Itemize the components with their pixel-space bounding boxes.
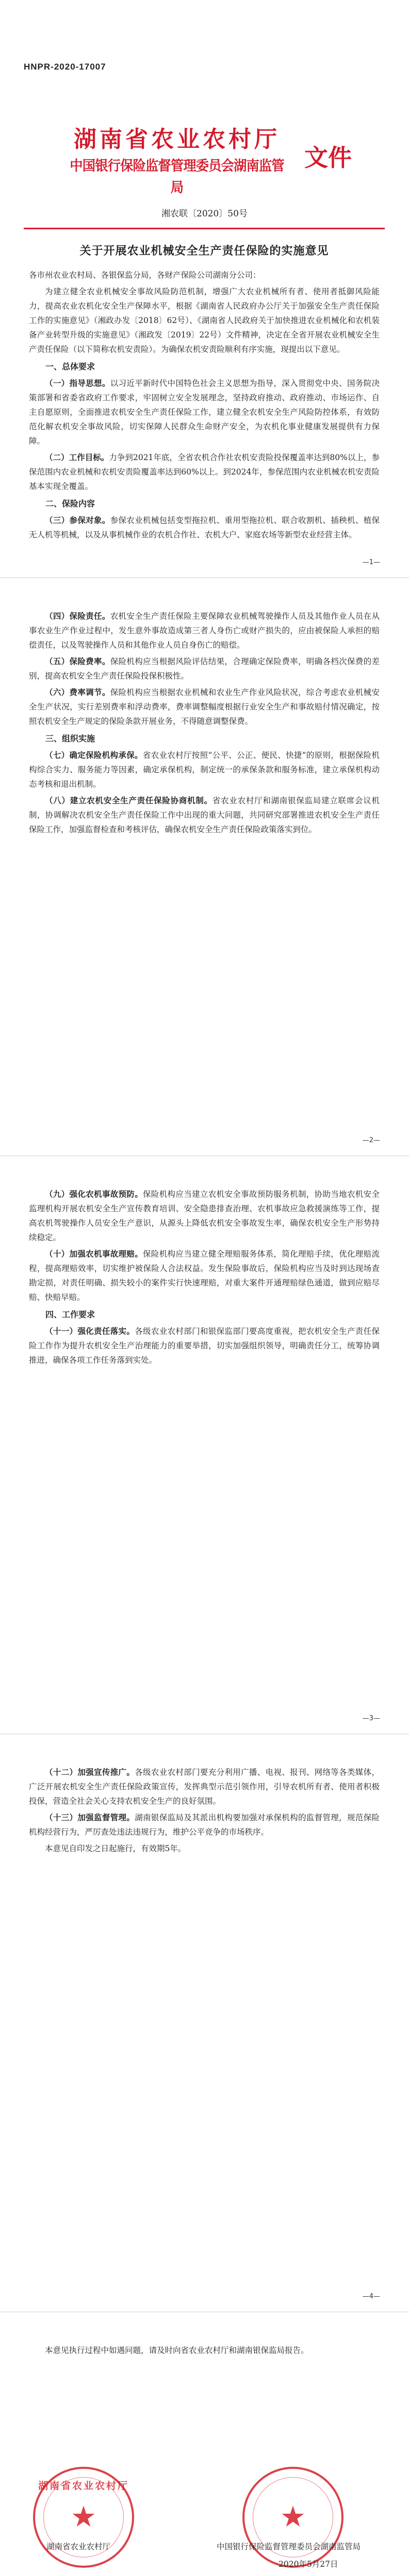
signing-date: 2020年5月27日 (279, 2560, 338, 2569)
page-number: —3— (362, 1715, 380, 1722)
paragraph-text: 各级农业农村部门和银保监部门要高度重视，把农机安全生产责任保险工作作为提升农机安全生产治理能力的重要举措，切实加强组织领导，明确责任分工，统筹协调推进，确保各项工作任务落到实处。 (29, 1327, 380, 1365)
star-icon: ★ (280, 2500, 306, 2534)
page-4-body (29, 1765, 380, 1858)
star-icon: ★ (70, 2500, 97, 2534)
letterhead-line-2: 中国银行保险监督管理委员会湖南监管局 (70, 158, 284, 196)
paragraph-label: （十）加强农机事故理赔。 (45, 1249, 143, 1259)
paragraph-label: （十三）加强监督管理。 (45, 1813, 135, 1822)
page-3-body (29, 1187, 380, 1369)
page-1 (0, 0, 409, 578)
paragraph-mgmt (29, 793, 380, 837)
paragraph-label: （七）确定保险机构承保。 (45, 751, 143, 760)
page-4 (0, 1734, 409, 2312)
page-5-body (29, 2343, 380, 2360)
paragraph-responsibility (29, 1324, 380, 1367)
red-divider-line (24, 228, 385, 229)
paragraph-text: 保险机构应当建立健全理赔服务体系，简化理赔手续，优化理赔流程，提高理赔效率，切实维护被保险人合法权益。发生保险事故后，保险机构应当及时到达现场查勘定损，对责任明确、损失较小的案件实行快速理赔，对重大案件开通理赔绿色通道，做到应赔尽赔、快赔早赔。 (29, 1249, 380, 1302)
page-number: —1— (362, 558, 380, 566)
intro-paragraph: 为建立健全农业机械安全事故风险防范机制，增强广大农业机械所有者、使用者抵御风险能力，提高农业农机化安全生产保障水平，根据《湖南省人民政府办公厅关于加强安全生产责任保险工作的实施意见》（湘政办发〔2018〕62号）、《湖南省人民政府关于加快推进农业机械化和农机装备产业转型升级的实施意见》（湘政发〔2019〕22号）文件精神，决定在全省开展农业机械安全生产责任保险（以下简称农机安责险）。为确保农机安责险顺利有序实施，现提出以下意见。 (29, 287, 380, 354)
paragraph-label: （二）工作目标。 (45, 453, 109, 462)
letterhead-line-1: 湖南省农业农村厅 (74, 126, 280, 152)
seal-text: 湖南省农业农村厅 (38, 2480, 129, 2492)
paragraph-text: 各级农业农村部门要充分利用广播、电视、报刊、网络等各类媒体，广泛开展农机安全生产责任保险政策宣传，发挥典型示范引领作用，引导农机所有者、使用者积极投保，营造全社会关心支持农机安全生产的良好氛围。 (29, 1768, 380, 1806)
paragraph-rate (29, 654, 380, 683)
page-1-body (29, 268, 380, 544)
paragraph-label: （六）费率调节。 (45, 688, 110, 697)
paragraph-service (29, 1187, 380, 1245)
section-heading-2: 二、保险内容 (45, 499, 95, 509)
page-5 (0, 2312, 409, 2576)
page-number: —2— (362, 1137, 380, 1144)
paragraph-text: 保险机构应当根据农业机械和农业生产作业风险状况，综合考虑农业机械安全生产状况，实行差别费率和浮动费率，费率调整幅度根据行业安全生产和事故赔付情况确定，按照农机安全生产规定的保险条款开展业务，不得随意调整保费。 (29, 688, 380, 726)
page-3 (0, 1156, 409, 1734)
paragraph-effective: 本意见自印发之日起施行，有效期5年。 (45, 1844, 186, 1853)
section-heading-4: 四、工作要求 (45, 1310, 95, 1319)
letterhead-document-word: 文件 (304, 144, 352, 172)
paragraph-text: 农机安全生产责任保险主要保障农业机械驾驶操作人员及其他作业人员在从事农业生产作业过程中，发生意外事故造成第三者人身伤亡或财产损失的，应由被保险人承担的赔偿责任，以及驾驶操作人员和其他作业人员自身伤亡的赔偿。 (29, 612, 380, 650)
paragraph-label: （五）保险费率。 (45, 657, 110, 666)
issue-number: 湘农联〔2020〕50号 (161, 209, 248, 219)
paragraph-text: 参保农业机械包括变型拖拉机、重用型拖拉机、联合收割机、插秧机、植保无人机等机械，以及从事机械作业的农机合作社、农机大户、家庭农场等新型农业经营主体。 (29, 516, 380, 539)
paragraph-text: 省农业农村厅和湖南银保监局建立联席会议机制，协调解决农机安全生产责任保险工作中出现的重大问题，共同研究部署推进农机安全生产责任保险工作，加强监督检查和考核评估，确保农机安全生产责任保险政策落实到位。 (29, 796, 380, 834)
paragraph-closing: 本意见执行过程中如遇问题，请及时向省农业农村厅和湖南银保监局报告。 (45, 2346, 309, 2355)
paragraph-goal (29, 450, 380, 494)
paragraph-coverage (29, 609, 380, 652)
page-number: —4— (362, 2293, 380, 2300)
paragraph-guide (29, 376, 380, 448)
paragraph-text: 湖南银保监局及其派出机构要加强对承保机构的监督管理，规范保险机构经营行为，严厉查处违法违规行为，维护公平竞争的市场秩序。 (29, 1813, 380, 1837)
page-2 (0, 578, 409, 1156)
document-title: 关于开展农业机械安全生产责任保险的实施意见 (79, 245, 329, 258)
section-heading-1: 一、总体要求 (45, 362, 95, 371)
signer-right: 中国银行保险监督管理委员会湖南监管局 (217, 2542, 361, 2551)
paragraph-text: 保险机构应当建立农机安全事故预防服务机制，协助当地农机安全监理机构开展农机安全生产宣传教育培训、安全隐患排查治理、农机事故应急救援演练等工作，提高农机驾驶操作人员安全生产意识，从源头上降低农机安全事故发生率，确保农机安全生产形势持续稳定。 (29, 1190, 380, 1242)
signer-left: 湖南省农业农村厅 (46, 2542, 111, 2551)
section-heading-3: 三、组织实施 (45, 734, 95, 743)
paragraph-pricing (29, 685, 380, 728)
paragraph-text: 省农业农村厅按照“公平、公正、便民、快捷”的原则，根据保险机构综合实力、服务能力等因素，确定承保机构，制定统一的承保条款和服务标准，建立承保机构动态考核和退出机制。 (29, 751, 380, 789)
paragraph-label: （三）参保对象。 (45, 516, 110, 525)
paragraph-claims (29, 1247, 380, 1304)
paragraph-text: 以习近平新时代中国特色社会主义思想为指导，深入贯彻党中央、国务院决策部署和省委省政府工作要求，牢固树立安全发展理念，坚持政府推动、政府推动、市场运作、自主自愿原则，全面推进农机安全生产责任保险工作，建立健全农机安全生产风险防控体系，有效防范化解农机安全事故风险，切实保障人民群众生命财产安全，为农机化事业健康发展提供有力保障。 (29, 379, 380, 446)
paragraph-label: （一）指导思想。 (45, 379, 110, 388)
paragraph-label: （十二）加强宣传推广。 (45, 1768, 135, 1777)
paragraph-lead (29, 748, 380, 791)
paragraph-label: （十一）强化责任落实。 (45, 1327, 135, 1336)
page-2-body (29, 609, 380, 839)
addressee: 各市州农业农村局、各银保监分局，各财产保险公司湖南分公司： (29, 270, 261, 280)
paragraph-label: （四）保险责任。 (45, 612, 110, 621)
paragraph-supervision (29, 1810, 380, 1839)
paragraph-text: 保险机构应当根据风险评估结果，合理确定保险费率，明确各档次保费的差别，提高农机安全生产责任保险投保积极性。 (29, 657, 380, 681)
paragraph-label: （九）强化农机事故预防。 (45, 1190, 143, 1199)
paragraph-promotion (29, 1765, 380, 1808)
document-number: HNPR-2020-17007 (24, 62, 106, 72)
paragraph-label: （八）建立农机安全生产责任保险协商机制。 (45, 796, 212, 805)
paragraph-text: 力争到2021年底，全省农机合作社农机安责险投保覆盖率达到80%以上，参保范围内农业机械和农机安责险覆盖率达到60%以上。到2024年，参保范围内农业机械农机安责险基本实现全覆盖。 (29, 453, 380, 491)
red-letterhead (61, 124, 293, 199)
paragraph-scope (29, 513, 380, 542)
